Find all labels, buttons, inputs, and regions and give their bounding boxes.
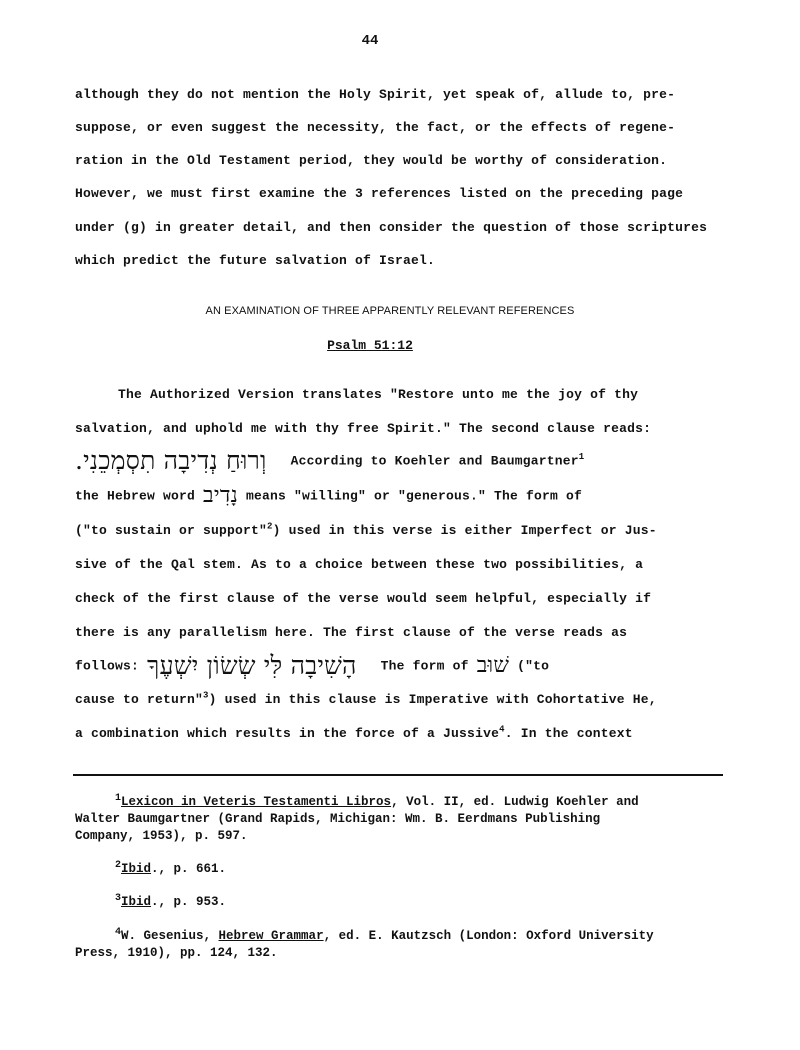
body-line: וְרוּחַ נְדִיבָה תִסְמְכֵנִי. According to Koehler and Baumgartner$^1$ [75,446,585,475]
hebrew-word: שׁוּב [476,653,510,678]
footnote-ref: 4 [499,724,505,735]
body-line: ration in the Old Testament period, they would be worthy of consideration. [75,153,668,168]
footnote-divider [73,774,723,776]
body-line: However, we must first examine the 3 references listed on the preceding page [75,186,684,201]
footnote-1-line: Walter Baumgartner (Grand Rapids, Michigan: Wm. B. Eerdmans Publishing [75,812,601,826]
body-line: which predict the future salvation of Israel. [75,253,436,268]
hebrew-text: וְרוּחַ נְדִיבָה תִסְמְכֵנִי. [75,446,267,475]
body-line: check of the first clause of the verse would seem helpful, especially if [75,591,652,606]
footnote-ref: 3 [203,690,209,701]
hebrew-text: הָשִׁיבָה לִּי שְׂשׂוֹן יִשְׁעֶךָ [147,651,357,680]
body-line: The Authorized Version translates "Restore unto me the joy of thy [118,387,639,402]
body-line: sive of the Qal stem. As to a choice between these two possibilities, a [75,557,644,572]
footnote-4: $^4$W. Gesenius, Hebrew Grammar, ed. E. Kautzsch (London: Oxford University [115,926,654,943]
footnote-4-line: Press, 1910), pp. 124, 132. [75,946,278,960]
section-heading: AN EXAMINATION OF THREE APPARENTLY RELEVANT REFERENCES [205,305,575,317]
page-number: 44 [361,33,379,49]
body-line: ("to sustain or support"$^2$) used in this verse is either Imperfect or Jus- [75,521,657,538]
footnote-1: $^1$Lexicon in Veteris Testamenti Libros, Vol. II, ed. Ludwig Koehler and [115,792,639,809]
body-line: salvation, and uphold me with thy free Spirit." The second clause reads: [75,421,652,436]
body-line: cause to return"$^3$) used in this clause is Imperative with Cohortative He, [75,690,657,707]
footnote-3: $^3$Ibid., p. 953. [115,892,227,909]
body-line: follows: הָשִׁיבָה לִּי שְׂשׂוֹן יִשְׁעֶךָ The form of שׁוּב ("to [75,651,550,680]
body-line: although they do not mention the Holy Spirit, yet speak of, allude to, pre- [75,87,676,102]
body-line: suppose, or even suggest the necessity, the fact, or the effects of regene- [75,120,676,135]
footnote-1-line: Company, 1953), p. 597. [75,829,248,843]
body-line: the Hebrew word נָדִיב means "willing" or "generous." The form of [75,483,583,508]
footnote-ref: 2 [267,521,273,532]
footnote-ref: 1 [578,452,585,463]
body-line: a combination which results in the force of a Jussive$^4$. In the context [75,724,633,741]
section-subheading: Psalm 51:12 [327,338,413,353]
body-line: there is any parallelism here. The first clause of the verse reads as [75,625,628,640]
footnote-2: $^2$Ibid., p. 661. [115,859,227,876]
hebrew-word: נָדִיב [203,483,238,508]
body-line: under (g) in greater detail, and then consider the question of those scriptures [75,220,708,235]
